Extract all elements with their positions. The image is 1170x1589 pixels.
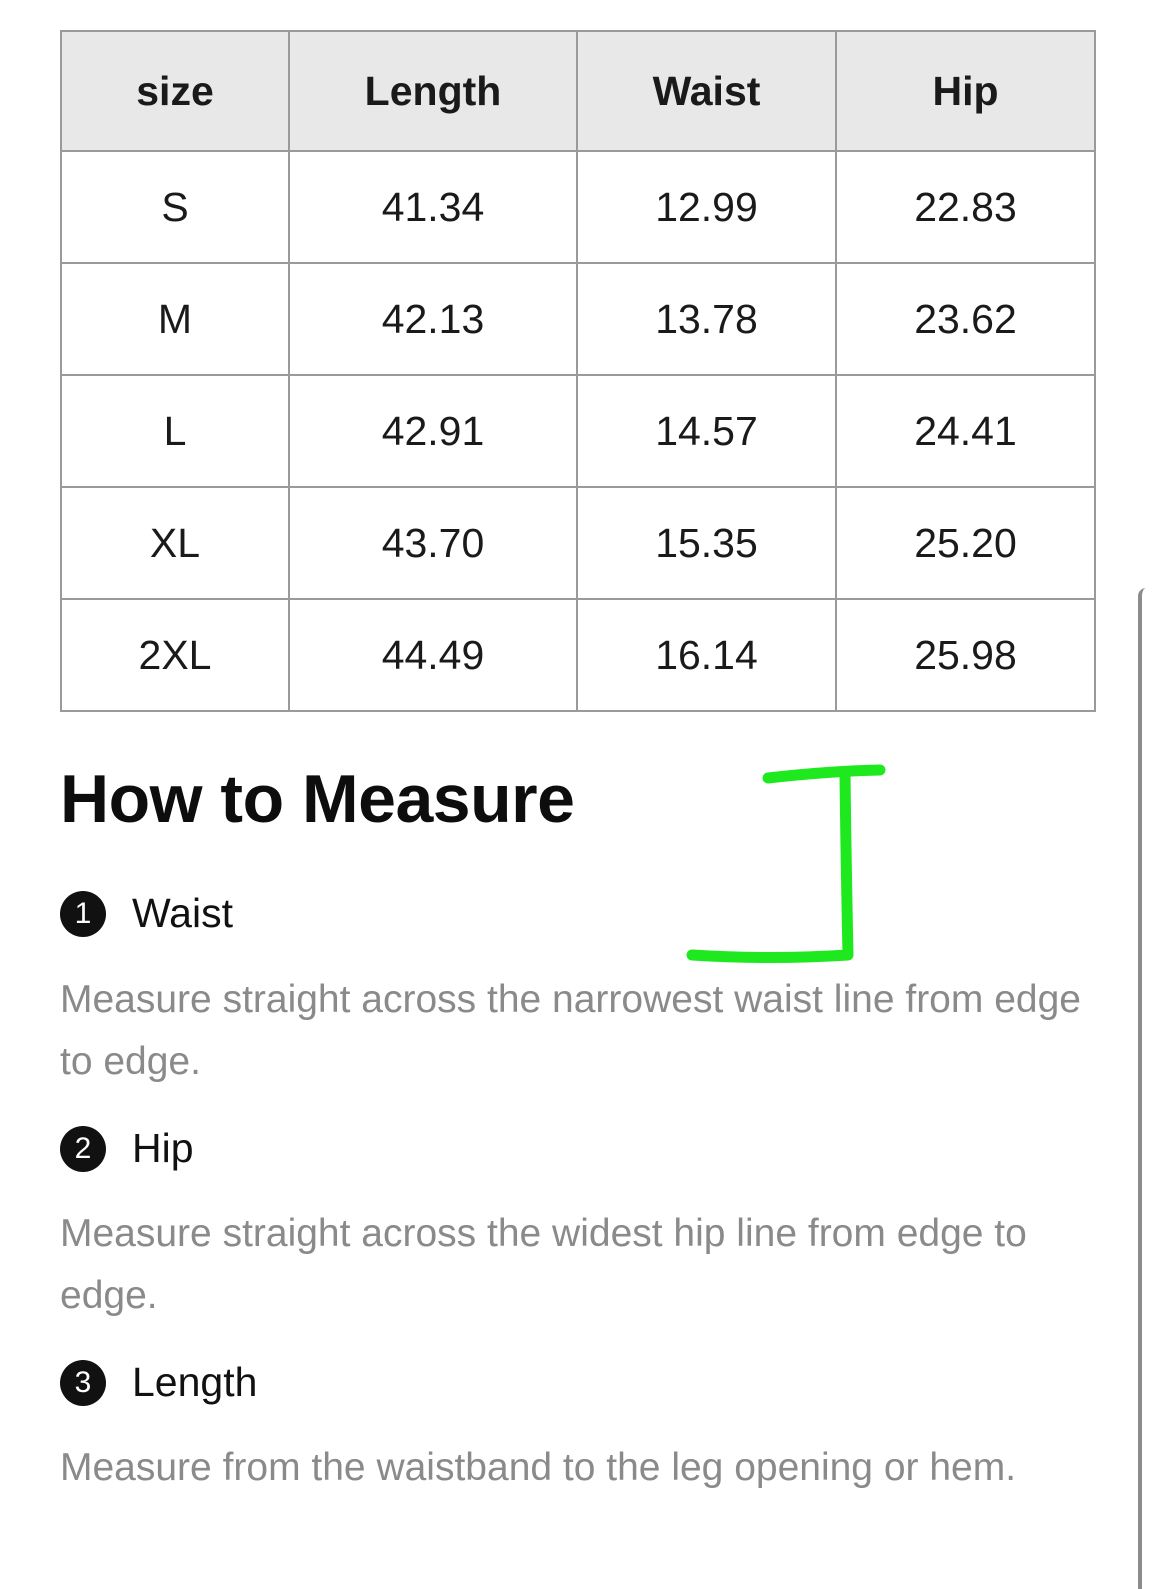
cell-length: 42.91 [289, 375, 577, 487]
step-length [60, 1359, 257, 1406]
cell-size: S [61, 151, 289, 263]
step-title: Hip [132, 1125, 194, 1171]
column-header-length: Length [289, 31, 577, 151]
cell-hip: 25.98 [836, 599, 1095, 711]
step-number-badge: 2 [60, 1126, 106, 1172]
cell-hip: 23.62 [836, 263, 1095, 375]
cell-length: 41.34 [289, 151, 577, 263]
step-description: Measure straight across the widest hip line from edge to edge. [60, 1212, 1027, 1317]
table-row [61, 263, 1095, 375]
cell-hip: 25.20 [836, 487, 1095, 599]
cell-length: 44.49 [289, 599, 577, 711]
column-header-size: size [61, 31, 289, 151]
cell-hip: 22.83 [836, 151, 1095, 263]
step-description: Measure straight across the narrowest waist line from edge to edge. [60, 978, 1081, 1083]
step-number-badge: 1 [60, 891, 106, 937]
cell-length: 42.13 [289, 263, 577, 375]
column-header-waist: Waist [577, 31, 836, 151]
table-row [61, 151, 1095, 263]
step-title: Length [132, 1359, 258, 1405]
step-waist [60, 890, 233, 937]
cell-size: M [61, 263, 289, 375]
size-chart-table [60, 30, 1096, 712]
table-row [61, 599, 1095, 711]
cell-length: 43.70 [289, 487, 577, 599]
cell-size: 2XL [61, 599, 289, 711]
cell-waist: 15.35 [577, 487, 836, 599]
column-header-hip: Hip [836, 31, 1095, 151]
step-title: Waist [132, 890, 233, 936]
table-row [61, 375, 1095, 487]
how-to-measure-title: How to Measure [60, 761, 575, 837]
step-description: Measure from the waistband to the leg opening or hem. [60, 1446, 1017, 1489]
table-row [61, 487, 1095, 599]
cell-size: L [61, 375, 289, 487]
cell-waist: 13.78 [577, 263, 836, 375]
table-header-row [61, 31, 1095, 151]
cell-waist: 16.14 [577, 599, 836, 711]
cell-waist: 12.99 [577, 151, 836, 263]
cell-size: XL [61, 487, 289, 599]
step-number-badge: 3 [60, 1360, 106, 1406]
step-hip [60, 1125, 194, 1172]
cell-hip: 24.41 [836, 375, 1095, 487]
cell-waist: 14.57 [577, 375, 836, 487]
scrollbar[interactable] [1138, 588, 1146, 1589]
hand-drawn-annotation [680, 760, 900, 970]
